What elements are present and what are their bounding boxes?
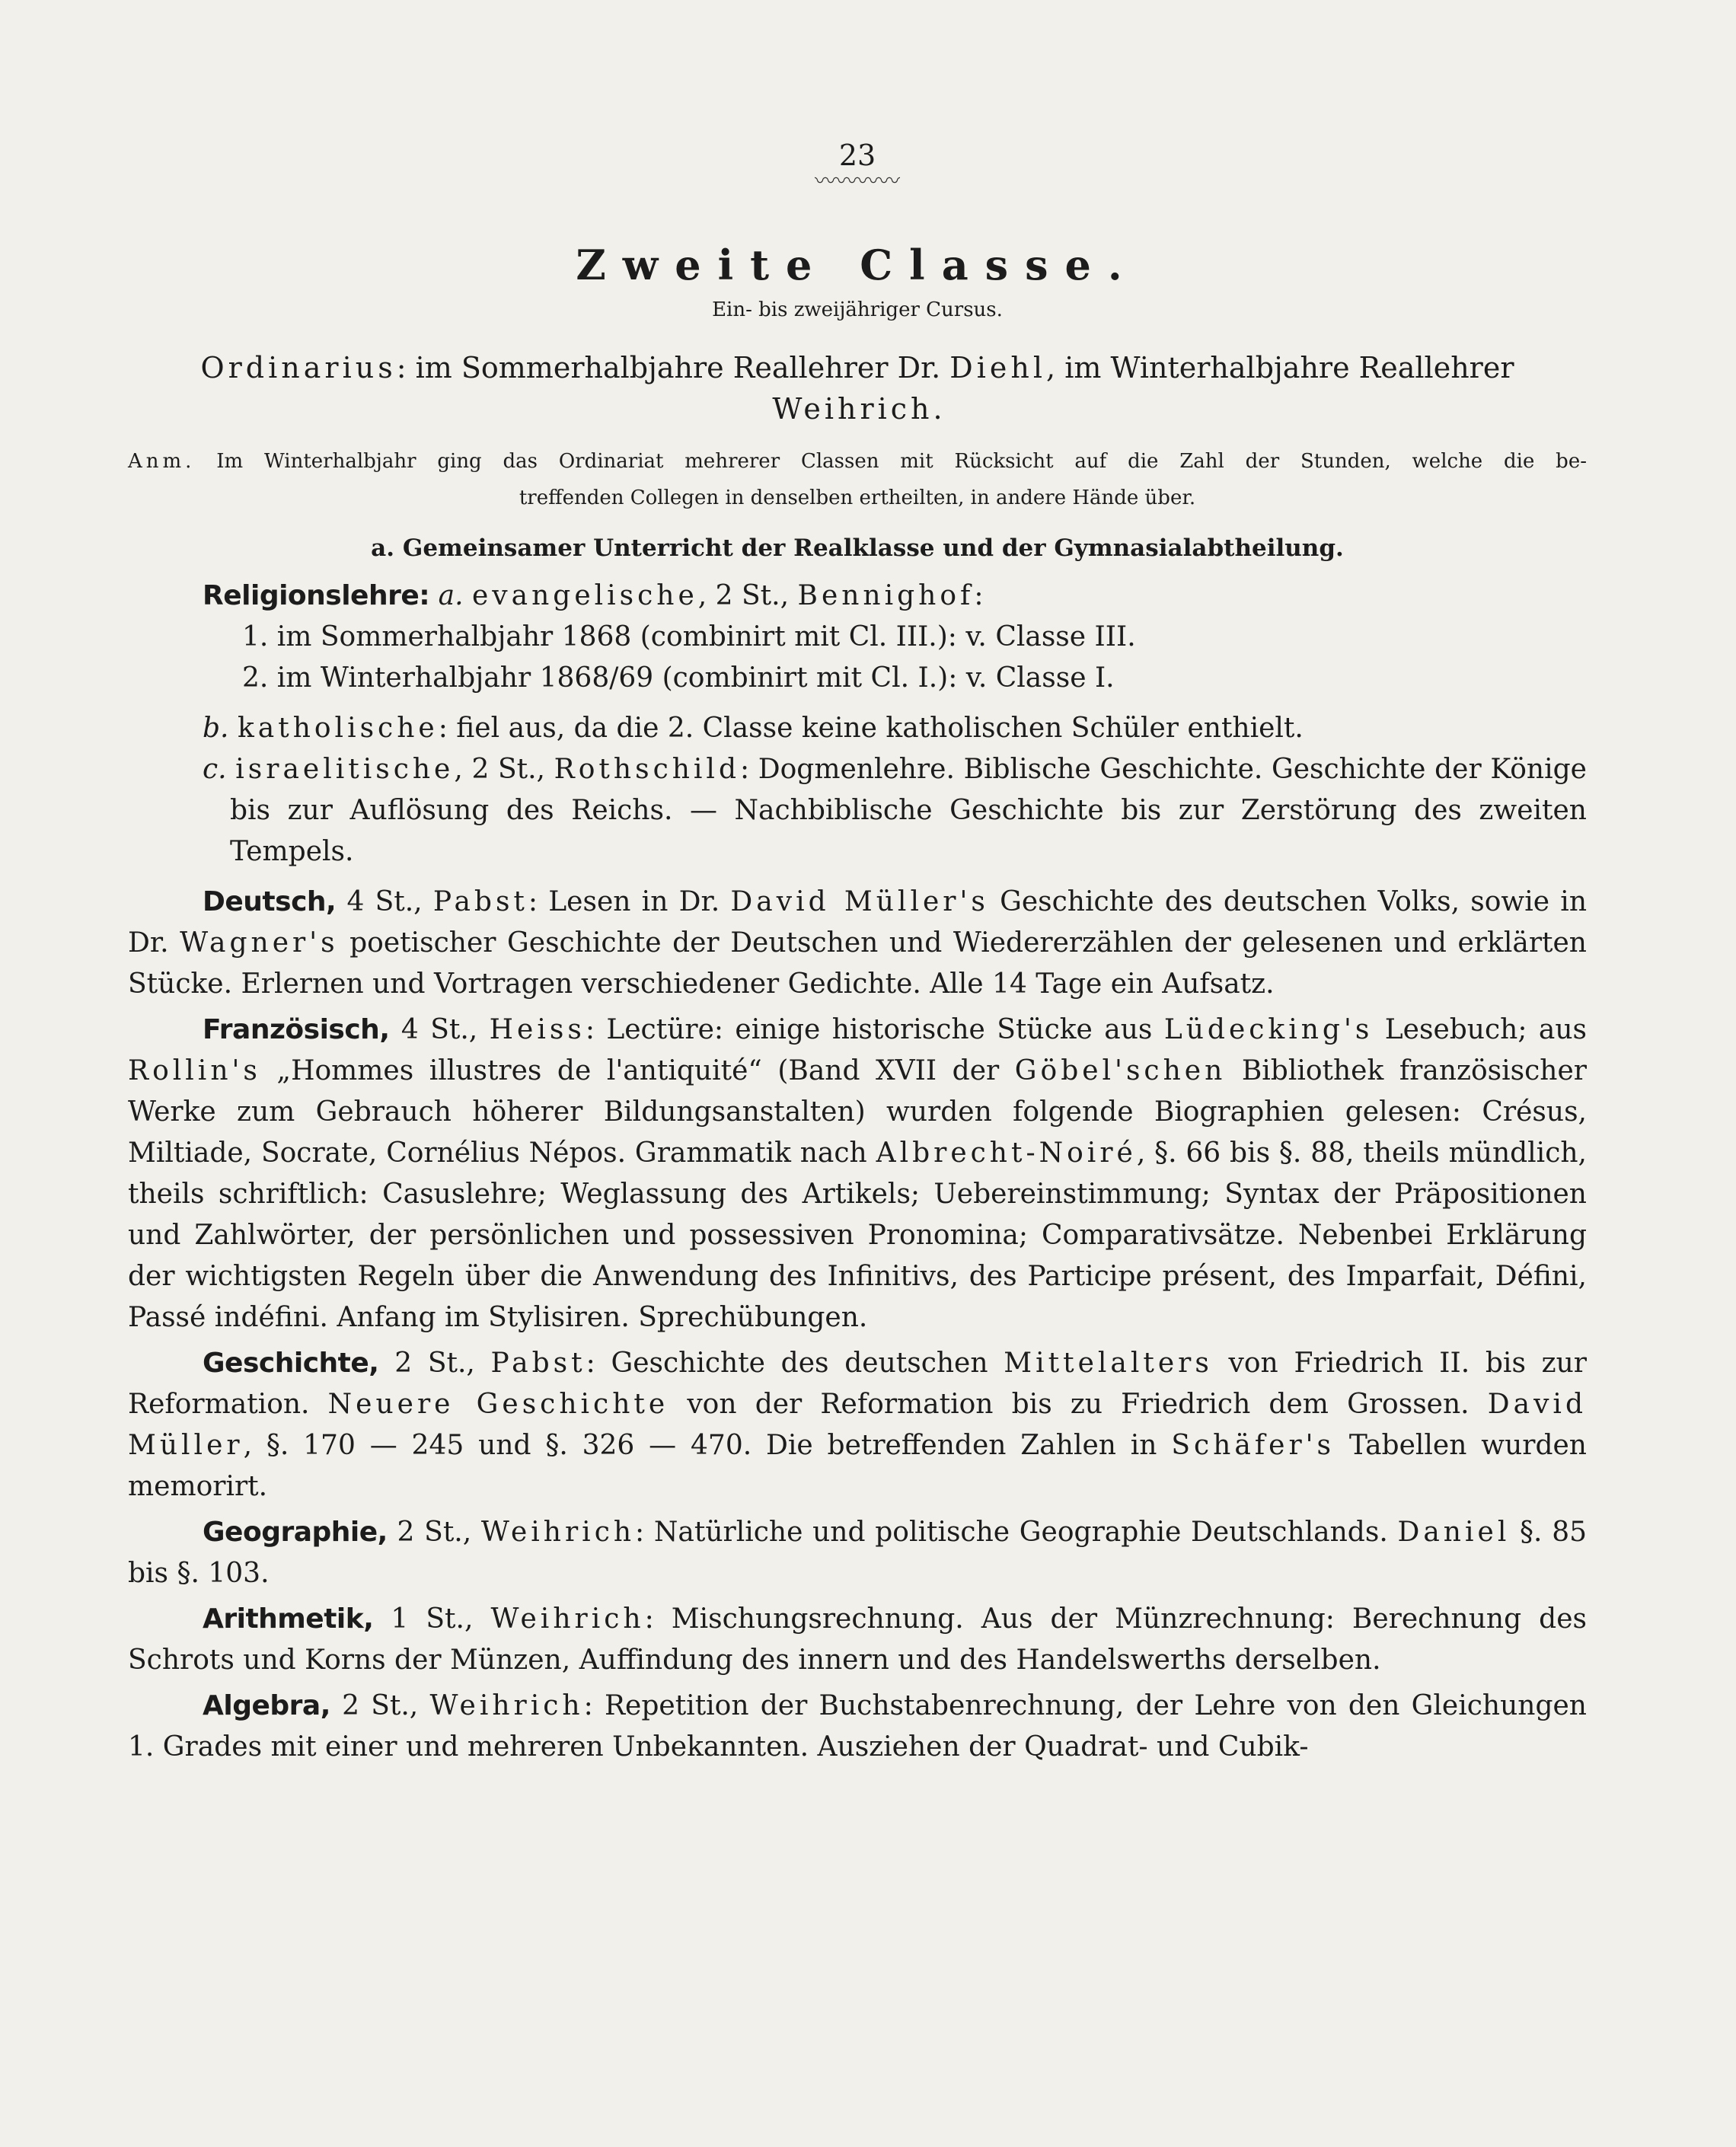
teacher-name: Weihrich	[429, 1690, 584, 1721]
paragraph-text: :	[974, 580, 984, 611]
course-subtitle: Ein- bis zweijähriger Cursus.	[712, 298, 1003, 321]
note-text: Im Winterhalbjahr ging das Ordinariat mehrerer Classen mit Rücksicht auf die Zahl der Stunden, welche die be-	[195, 450, 1587, 473]
geschichte-paragraph	[128, 1343, 1587, 1507]
teacher-name: Heiss	[489, 1014, 586, 1045]
paragraph-text: Bibliothek französischer Werke zum Gebrauch höherer Bildungsanstalten) wurden folgende Biographien gelesen: Crésus, Miltiade, Socrate, Cornélius Népos. Grammatik nach	[128, 1055, 1587, 1169]
teacher-name: Pabst	[490, 1348, 586, 1379]
list-item: 1. im Sommerhalbjahr 1868 (combinirt mit Cl. III.): v. Classe III.	[242, 621, 1136, 652]
paragraph-text: , 2 St.,	[697, 580, 798, 611]
subject-heading: Religionslehre:	[203, 580, 430, 611]
deutsch-paragraph	[128, 882, 1587, 1005]
ornament-divider: 〰〰〰〰	[814, 168, 900, 193]
paragraph-text: 2 St.,	[330, 1690, 430, 1721]
paragraph-text: poetischer Geschichte der Deutschen und Wiedererzählen der gelesenen und erklärten Stücke. Erlernen und Vortragen verschiedener Gedichte. Alle 14 Tage ein Aufsatz.	[128, 927, 1587, 1000]
paragraph-text: : Geschichte des deutschen	[586, 1348, 1004, 1379]
paragraph-text: von der Reformation bis zu Friedrich dem Grossen.	[669, 1389, 1488, 1420]
paragraph-text: : Repetition der Buchstabenrechnung, der Lehre von den Gleichungen 1. Grades mit einer und mehreren Unbekannten. Ausziehen der Quadrat- und Cubik-	[128, 1690, 1587, 1763]
paragraph-text: 4 St.,	[336, 886, 433, 917]
author-name: David Müller's	[730, 886, 989, 917]
denomination-name: israelitische	[235, 754, 455, 785]
religion-item-c	[128, 749, 1587, 873]
subject-heading: Deutsch,	[203, 886, 337, 917]
list-item: 2. im Winterhalbjahr 1868/69 (combinirt mit Cl. I.): v. Classe I.	[242, 662, 1115, 694]
item-letter: b.	[203, 713, 229, 744]
author-name: Albrecht-Noiré	[876, 1137, 1137, 1169]
note-line	[128, 443, 1587, 480]
item-letter: c.	[203, 754, 227, 785]
subject-heading: Arithmetik,	[203, 1603, 374, 1635]
teacher-name: Weihrich	[772, 392, 933, 426]
teacher-name: Rothschild	[554, 754, 740, 785]
paragraph-text: von Friedrich II. bis zur Reformation.	[128, 1348, 1587, 1420]
geographie-paragraph	[128, 1512, 1587, 1594]
paragraph-text: : fiel aus, da die 2. Classe keine katholischen Schüler enthielt.	[438, 713, 1304, 744]
emphasis-text: Mittelalters	[1004, 1348, 1213, 1379]
paragraph-text: 2 St.,	[387, 1517, 481, 1548]
denomination-name: evangelische	[471, 580, 698, 611]
paragraph-text: 4 St.,	[389, 1014, 490, 1045]
ordinarius-text: : im Sommerhalbjahre Reallehrer Dr.	[396, 351, 950, 384]
teacher-name: Weihrich	[480, 1517, 636, 1548]
denomination-name: katholische	[237, 713, 439, 744]
note-line: treffenden Collegen in denselben ertheilten, in andere Hände über.	[519, 487, 1196, 509]
item-letter: a.	[438, 580, 464, 611]
subject-heading: Französisch,	[203, 1014, 390, 1045]
paragraph-text: , §. 170 — 245 und §. 326 — 470. Die betreffenden Zahlen in	[243, 1430, 1172, 1461]
note	[128, 443, 1587, 516]
paragraph-text: 1 St.,	[373, 1603, 491, 1635]
teacher-name: Bennighof	[797, 580, 975, 611]
paragraph-text: §. 85 bis §. 103.	[128, 1517, 1588, 1589]
class-title: Zweite Classe.	[576, 241, 1139, 289]
teacher-name: Weihrich	[490, 1603, 645, 1635]
paragraph-text: : Natürliche und politische Geographie Deutschlands.	[635, 1517, 1398, 1548]
ordinarius-line	[128, 347, 1587, 429]
paragraph-text: : Mischungsrechnung. Aus der Münzrechnung: Berechnung des Schrots und Korns der Münzen, Auffindung des innern und des Handelswerths derselben.	[128, 1603, 1587, 1676]
religion-paragraph	[128, 576, 1587, 617]
subject-heading: Geographie,	[203, 1517, 388, 1548]
author-name: Göbel'schen	[1014, 1055, 1227, 1086]
author-name: Schäfer's	[1171, 1430, 1336, 1461]
paragraph-text: , 2 St.,	[454, 754, 554, 785]
ordinarius-text: , im Winterhalbjahre Reallehrer	[1046, 351, 1514, 384]
paragraph-text: 2 St.,	[378, 1348, 491, 1379]
paragraph-text: : Lesen in Dr.	[528, 886, 731, 917]
ordinarius-text: .	[933, 392, 943, 426]
author-name: Lüdecking's	[1163, 1014, 1374, 1045]
paragraph-text: , §. 66 bis §. 88, theils mündlich, theils schriftlich: Casuslehre; Weglassung des Artikels; Uebereinstimmung; Syntax der Präpositionen und Zahlwörter, der persönlichen und possessiven Pronomina; Comparativsätze. Nebenbei Erklärung der wichtigsten Regeln über die Anwendung des Infinitivs, des Participe présent, des Imparfait, Défini, Passé indéfini. Anfang im Stylisiren. Sprechübungen.	[128, 1137, 1587, 1333]
document-page	[128, 122, 1587, 2101]
paragraph-text: Lesebuch; aus	[1373, 1014, 1587, 1045]
franzoesisch-paragraph	[128, 1010, 1587, 1338]
teacher-name: Pabst	[432, 886, 528, 917]
paragraph-text: Geschichte des deutschen Volks, sowie in Dr.	[128, 886, 1588, 959]
paragraph-text: Tabellen wurden memorirt.	[128, 1430, 1587, 1502]
author-name: Wagner's	[180, 927, 339, 959]
page-number: 23	[838, 139, 876, 172]
subject-heading: Geschichte,	[203, 1348, 379, 1379]
algebra-paragraph	[128, 1686, 1587, 1768]
paragraph-text: : Dogmenlehre. Biblische Geschichte. Geschichte der Könige bis zur Auflösung des Reichs. — Nachbiblische Geschichte bis zur Zerstörung des zweiten Tempels.	[230, 754, 1587, 867]
paragraph-text: „Hommes illustres de l'antiquité“ (Band XVII der	[260, 1055, 1015, 1086]
emphasis-text: Neuere Geschichte	[327, 1389, 669, 1420]
note-label: Anm.	[128, 450, 196, 473]
teacher-name: Diehl	[949, 351, 1047, 384]
religion-item-b	[128, 708, 1587, 749]
author-name: David Müller	[128, 1389, 1587, 1461]
author-name: Daniel	[1397, 1517, 1511, 1548]
section-heading: a. Gemeinsamer Unterricht der Realklasse und der Gymnasialabtheilung.	[371, 534, 1344, 562]
author-name: Rollin's	[128, 1055, 261, 1086]
ordinarius-label: Ordinarius	[200, 351, 397, 384]
paragraph-text: : Lectüre: einige historische Stücke aus	[585, 1014, 1164, 1045]
subject-heading: Algebra,	[203, 1690, 330, 1721]
arithmetik-paragraph	[128, 1599, 1587, 1681]
